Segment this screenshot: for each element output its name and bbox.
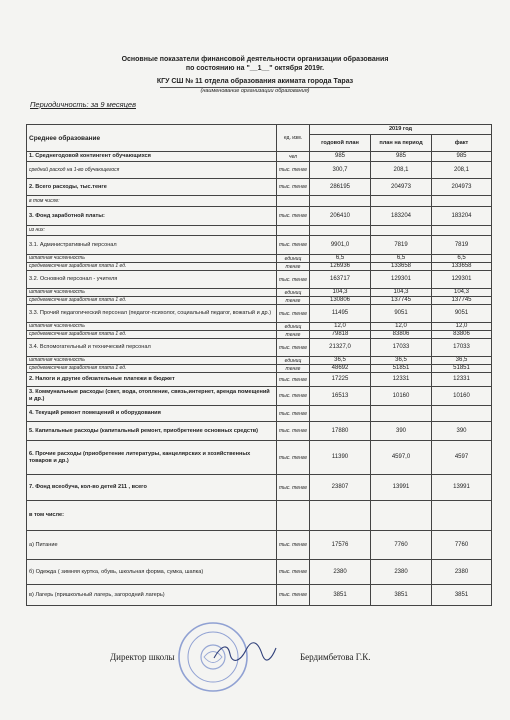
- table-row: [27, 323, 492, 331]
- row-unit: тыс. тенге: [277, 585, 310, 606]
- table-row: [27, 560, 492, 585]
- row-plan-period: 104,3: [371, 289, 432, 297]
- row-fact: 133658: [432, 263, 492, 271]
- row-fact: [432, 406, 492, 422]
- row-unit: тыс. тенге: [277, 373, 310, 387]
- row-plan-year: 36,5: [310, 357, 371, 365]
- header-plan-year: годовой план: [310, 135, 371, 152]
- row-fact: 12331: [432, 373, 492, 387]
- report-date: по состоянию на "__1__" октября 2019г.: [185, 65, 325, 72]
- row-plan-year: 130806: [310, 297, 371, 305]
- row-unit: [277, 196, 310, 207]
- row-name: штатная численность: [27, 289, 277, 297]
- table-row: [27, 226, 492, 236]
- row-plan-year: [310, 226, 371, 236]
- row-unit: тыс. тенге: [277, 387, 310, 406]
- row-plan-period: 4597,0: [371, 441, 432, 475]
- row-name: 5. Капитальные расходы (капитальный ремонт, приобретение основных средств): [27, 422, 277, 441]
- row-fact: 7819: [432, 236, 492, 255]
- row-plan-year: [310, 196, 371, 207]
- row-plan-year: 12,0: [310, 323, 371, 331]
- row-fact: 13991: [432, 475, 492, 501]
- row-name: б) Одежда ( зимняя куртка, обувь, школьная форма, сумка, шапка): [27, 560, 277, 585]
- row-fact: 129301: [432, 271, 492, 289]
- row-unit: тыс. тенге: [277, 207, 310, 226]
- row-name: 3.1. Административный персонал: [27, 236, 277, 255]
- row-plan-period: 7760: [371, 531, 432, 560]
- row-fact: 204973: [432, 179, 492, 196]
- director-label: Директор школы: [110, 652, 175, 662]
- organization-note: (наименование организации образования): [200, 88, 310, 94]
- row-plan-year: 104,3: [310, 289, 371, 297]
- table-row: [27, 162, 492, 179]
- table-row: [27, 236, 492, 255]
- table-row: [27, 339, 492, 357]
- row-unit: тыс. тенге: [277, 271, 310, 289]
- row-unit: [277, 501, 310, 531]
- director-name: Бердимбетова Г.К.: [300, 652, 371, 662]
- row-plan-period: 13991: [371, 475, 432, 501]
- row-fact: 10160: [432, 387, 492, 406]
- table-row: [27, 357, 492, 365]
- row-name: среднемесячная заработная плата 1 ед.: [27, 331, 277, 339]
- row-name: штатная численность: [27, 255, 277, 263]
- row-plan-year: 126936: [310, 263, 371, 271]
- row-name: 1. Среднегодовой контингент обучающихся: [27, 152, 277, 162]
- header-unit: ед. изм.: [277, 125, 310, 152]
- row-plan-period: 83806: [371, 331, 432, 339]
- row-name: в том числе:: [27, 196, 277, 207]
- row-plan-period: 208,1: [371, 162, 432, 179]
- row-plan-year: 300,7: [310, 162, 371, 179]
- row-plan-period: [371, 196, 432, 207]
- table-row: [27, 585, 492, 606]
- row-name: средний расход на 1-во обучающегося: [27, 162, 277, 179]
- header-name: Среднее образование: [27, 125, 277, 152]
- row-plan-period: 9051: [371, 305, 432, 323]
- table-row: [27, 441, 492, 475]
- row-unit: тыс. тенге: [277, 339, 310, 357]
- row-fact: 9051: [432, 305, 492, 323]
- row-name: а) Питание: [27, 531, 277, 560]
- row-unit: тыс. тенге: [277, 236, 310, 255]
- table-row: [27, 196, 492, 207]
- table-row: [27, 271, 492, 289]
- header-year: 2019 год: [310, 125, 492, 135]
- row-fact: 51851: [432, 365, 492, 373]
- table-row: [27, 373, 492, 387]
- row-plan-year: 23807: [310, 475, 371, 501]
- row-unit: тенге: [277, 297, 310, 305]
- table-row: [27, 365, 492, 373]
- report-title: Основные показатели финансовой деятельности организации образования: [121, 56, 389, 63]
- row-fact: 183204: [432, 207, 492, 226]
- row-unit: тыс. тенге: [277, 475, 310, 501]
- row-name: штатная численность: [27, 357, 277, 365]
- row-plan-period: 12331: [371, 373, 432, 387]
- row-unit: тенге: [277, 365, 310, 373]
- row-unit: чел: [277, 152, 310, 162]
- row-name: из них:: [27, 226, 277, 236]
- row-unit: единиц: [277, 323, 310, 331]
- row-fact: 104,3: [432, 289, 492, 297]
- row-plan-year: 9901,0: [310, 236, 371, 255]
- table-row: [27, 475, 492, 501]
- row-plan-year: 11390: [310, 441, 371, 475]
- table-row: [27, 422, 492, 441]
- table-row: [27, 152, 492, 162]
- row-fact: [432, 226, 492, 236]
- row-fact: 6,5: [432, 255, 492, 263]
- row-name: 3. Коммунальные расходы (свет, вода, отопление, связь,интернет, аренда помещений и др.): [27, 387, 277, 406]
- row-fact: 985: [432, 152, 492, 162]
- row-name: 2. Всего расходы, тыс.тенге: [27, 179, 277, 196]
- row-unit: тыс. тенге: [277, 162, 310, 179]
- row-plan-year: [310, 501, 371, 531]
- row-plan-period: 10160: [371, 387, 432, 406]
- row-plan-period: 51851: [371, 365, 432, 373]
- row-name: 7. Фонд всеобуча, кол-во детей 211 , всего: [27, 475, 277, 501]
- row-plan-year: 17576: [310, 531, 371, 560]
- row-fact: 390: [432, 422, 492, 441]
- row-plan-period: [371, 226, 432, 236]
- director-signature: [210, 640, 280, 664]
- table-row: [27, 406, 492, 422]
- table-row: [27, 531, 492, 560]
- row-plan-period: 183204: [371, 207, 432, 226]
- row-plan-period: 6,5: [371, 255, 432, 263]
- row-plan-year: 16513: [310, 387, 371, 406]
- table-row: [27, 331, 492, 339]
- row-unit: тыс. тенге: [277, 441, 310, 475]
- row-plan-period: 3851: [371, 585, 432, 606]
- table-row: [27, 263, 492, 271]
- row-unit: [277, 226, 310, 236]
- row-name: в том числе:: [27, 501, 277, 531]
- row-plan-year: 17225: [310, 373, 371, 387]
- row-plan-year: 2380: [310, 560, 371, 585]
- row-name: в) Лагерь (пришкольный лагерь, загородний лагерь): [27, 585, 277, 606]
- row-plan-period: [371, 406, 432, 422]
- row-fact: 17033: [432, 339, 492, 357]
- row-plan-year: 21327,0: [310, 339, 371, 357]
- row-unit: тыс. тенге: [277, 531, 310, 560]
- periodicity: Периодичность: за 9 месяцев: [30, 100, 136, 109]
- row-name: 2. Налоги и другие обязательные платежи в бюджет: [27, 373, 277, 387]
- row-plan-period: 7819: [371, 236, 432, 255]
- row-plan-year: 206410: [310, 207, 371, 226]
- table-row: [27, 289, 492, 297]
- row-plan-period: 390: [371, 422, 432, 441]
- row-unit: единиц: [277, 255, 310, 263]
- row-name: 3.3. Прочий педагогический персонал (педагог-психолог, социальный педагог, вожатый и др.): [27, 305, 277, 323]
- table-header-row: [27, 125, 492, 135]
- row-name: среднемесячная заработная плата 1 ед.: [27, 365, 277, 373]
- row-plan-year: [310, 406, 371, 422]
- row-name: штатная численность: [27, 323, 277, 331]
- row-name: 3.2. Основной персонал - учителя: [27, 271, 277, 289]
- row-fact: 7760: [432, 531, 492, 560]
- row-unit: единиц: [277, 357, 310, 365]
- row-plan-period: 204973: [371, 179, 432, 196]
- row-name: среднемесячная заработная плата 1 ед.: [27, 263, 277, 271]
- row-plan-year: 6,5: [310, 255, 371, 263]
- row-fact: 2380: [432, 560, 492, 585]
- financial-table: [26, 124, 492, 606]
- row-name: 6. Прочие расходы (приобретение литературы, канцелярских и хозяйственных товаров и др.): [27, 441, 277, 475]
- row-name: 3. Фонд заработной платы:: [27, 207, 277, 226]
- row-plan-period: 129301: [371, 271, 432, 289]
- row-name: среднемесячная заработная плата 1 ед.: [27, 297, 277, 305]
- row-plan-year: 17880: [310, 422, 371, 441]
- row-fact: [432, 501, 492, 531]
- row-fact: 4597: [432, 441, 492, 475]
- row-fact: [432, 196, 492, 207]
- row-plan-period: 985: [371, 152, 432, 162]
- row-unit: тыс. тенге: [277, 305, 310, 323]
- row-fact: 83806: [432, 331, 492, 339]
- row-plan-year: 985: [310, 152, 371, 162]
- table-row: [27, 297, 492, 305]
- row-plan-period: 12,0: [371, 323, 432, 331]
- row-fact: 36,5: [432, 357, 492, 365]
- row-plan-year: 11495: [310, 305, 371, 323]
- row-name: 3.4. Вспомогательный и технический персонал: [27, 339, 277, 357]
- row-unit: единиц: [277, 289, 310, 297]
- header-fact: факт: [432, 135, 492, 152]
- row-plan-year: 3851: [310, 585, 371, 606]
- table-row: [27, 179, 492, 196]
- header-plan-period: план на период: [371, 135, 432, 152]
- row-fact: 3851: [432, 585, 492, 606]
- row-plan-period: 17033: [371, 339, 432, 357]
- row-unit: тенге: [277, 263, 310, 271]
- row-fact: 208,1: [432, 162, 492, 179]
- row-plan-period: 2380: [371, 560, 432, 585]
- row-name: 4. Текущий ремонт помещений и оборудования: [27, 406, 277, 422]
- row-plan-period: [371, 501, 432, 531]
- row-plan-period: 137745: [371, 297, 432, 305]
- row-fact: 12,0: [432, 323, 492, 331]
- row-plan-year: 286195: [310, 179, 371, 196]
- row-plan-year: 48692: [310, 365, 371, 373]
- table-row: [27, 255, 492, 263]
- row-plan-period: 133658: [371, 263, 432, 271]
- row-plan-period: 36,5: [371, 357, 432, 365]
- row-unit: тыс. тенге: [277, 179, 310, 196]
- table-row: [27, 501, 492, 531]
- table-row: [27, 305, 492, 323]
- row-plan-year: 163717: [310, 271, 371, 289]
- row-unit: тыс. тенге: [277, 406, 310, 422]
- table-row: [27, 207, 492, 226]
- row-unit: тыс. тенге: [277, 560, 310, 585]
- row-unit: тыс. тенге: [277, 422, 310, 441]
- row-unit: тенге: [277, 331, 310, 339]
- table-row: [27, 387, 492, 406]
- row-fact: 137745: [432, 297, 492, 305]
- row-plan-year: 79818: [310, 331, 371, 339]
- organization-name: КГУ СШ № 11 отдела образования акимата города Тараз: [156, 78, 354, 85]
